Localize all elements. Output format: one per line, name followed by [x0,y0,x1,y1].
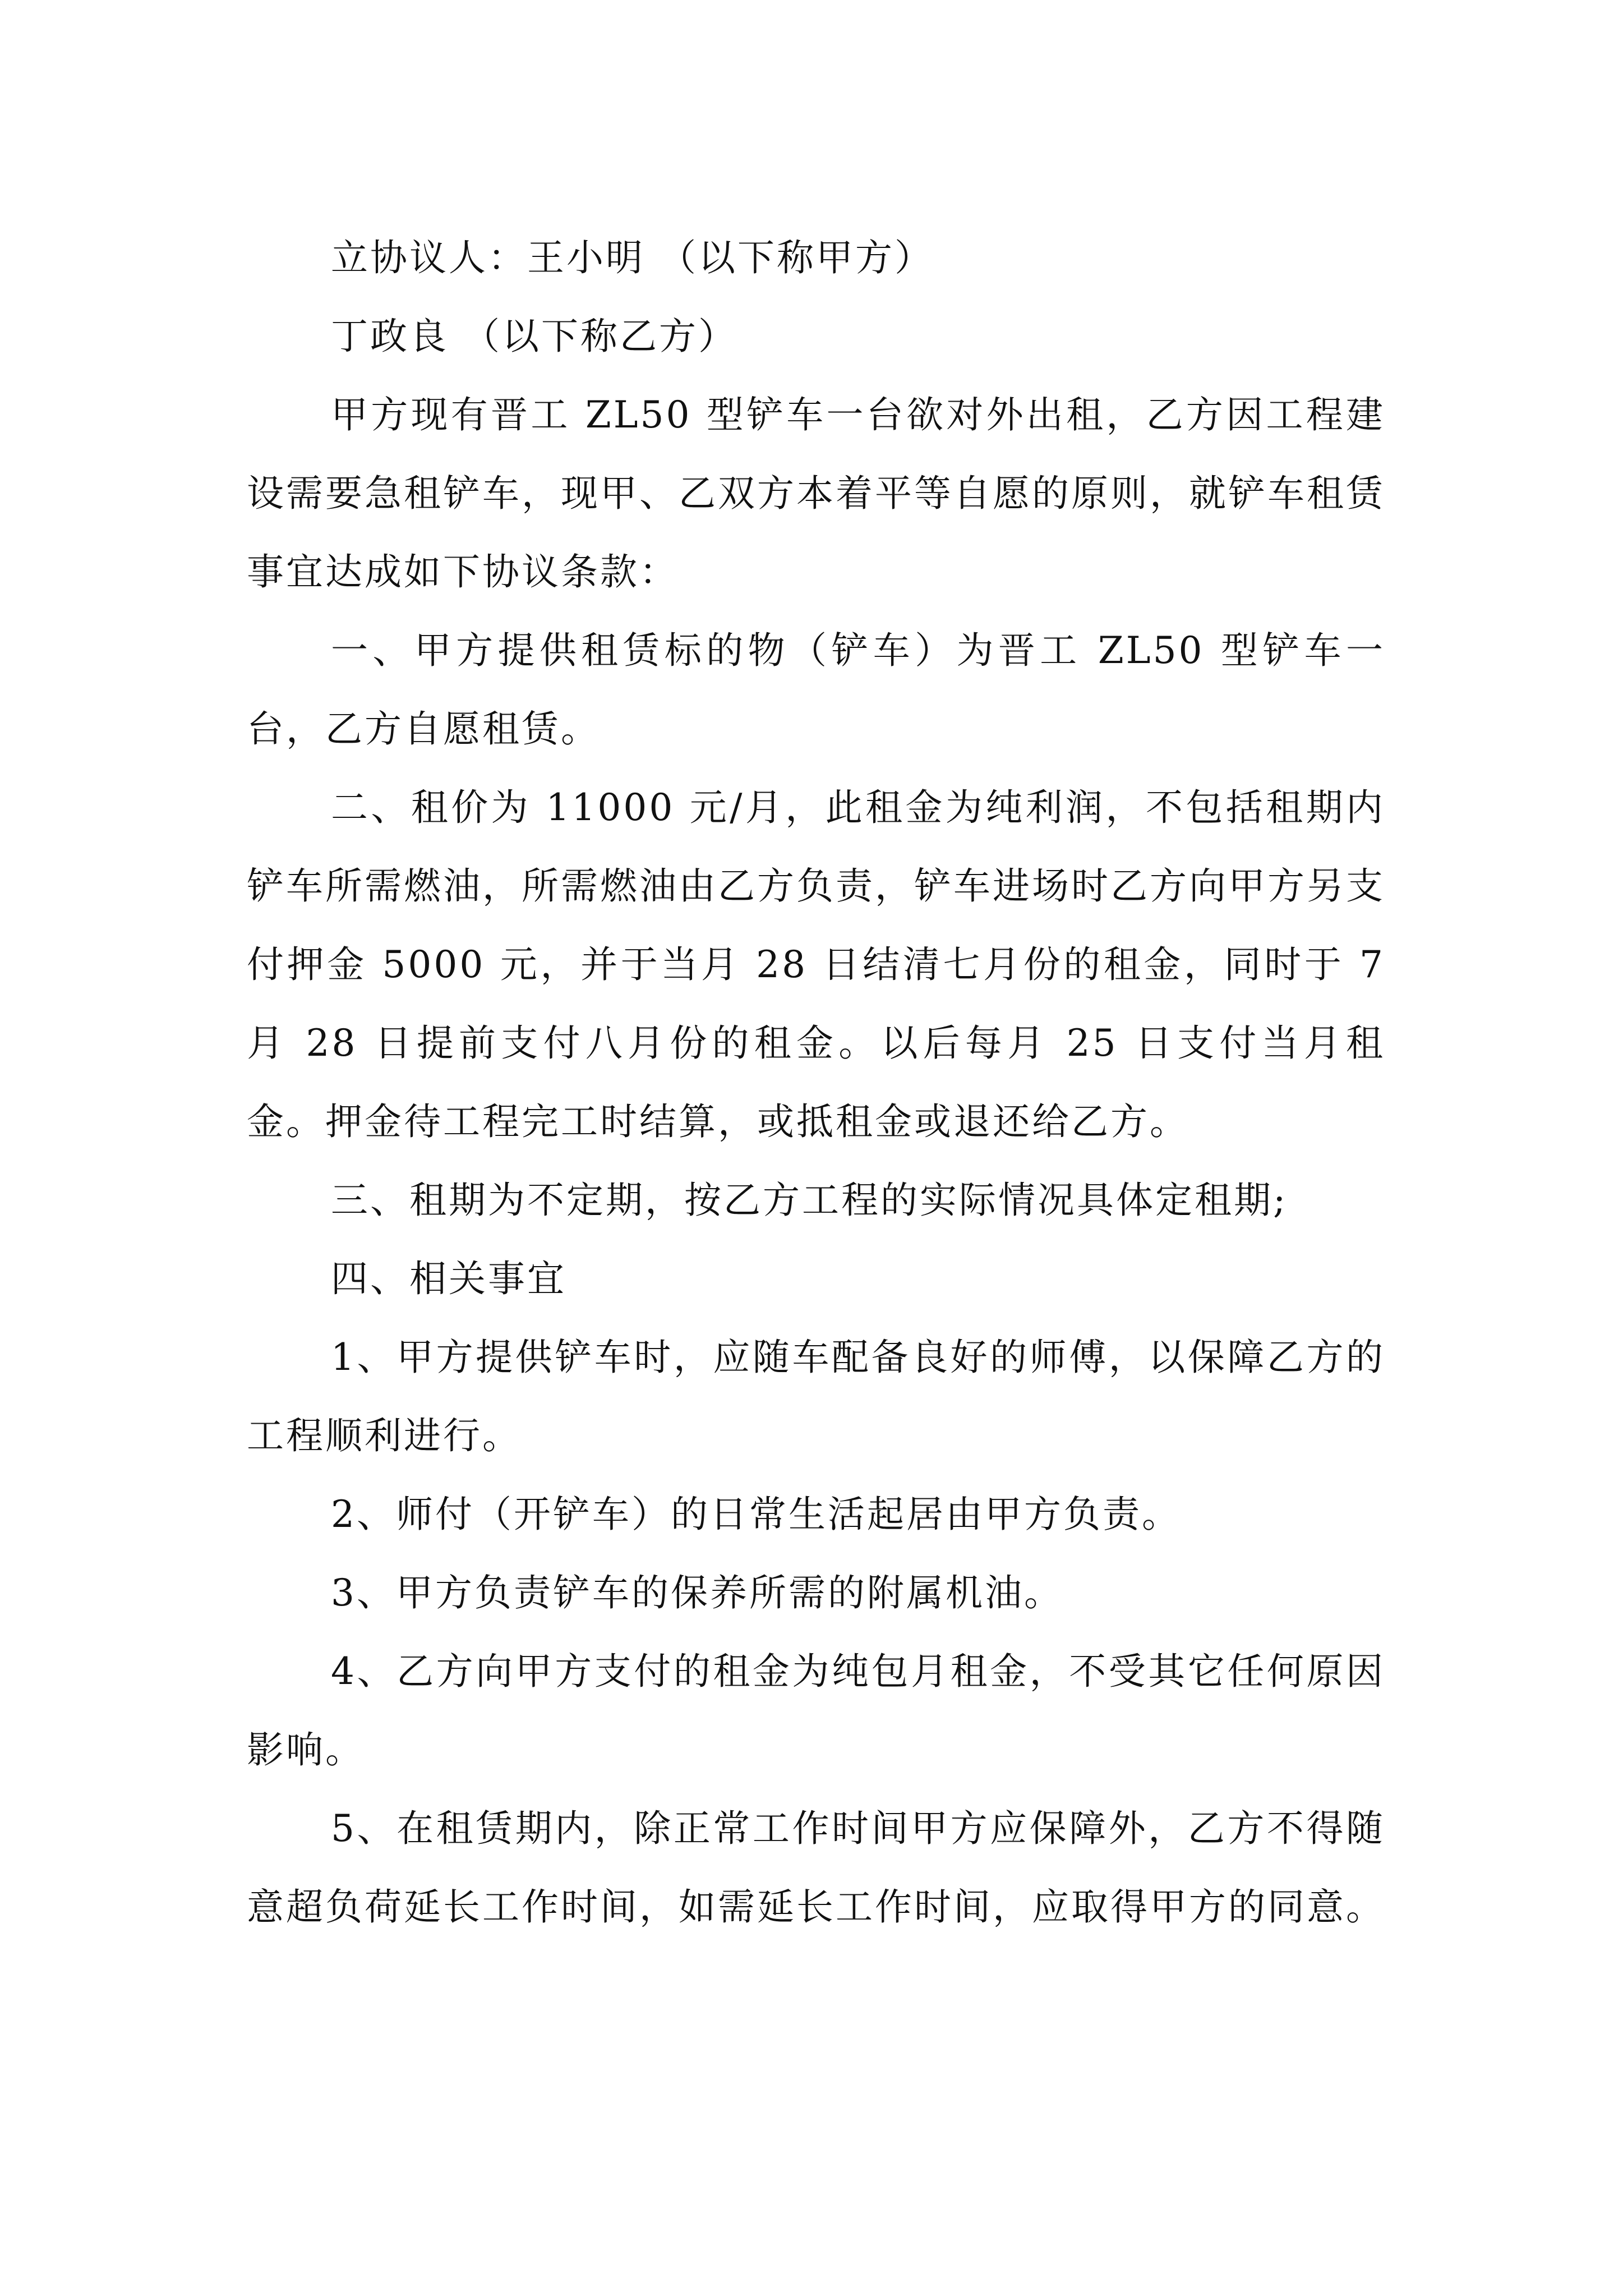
document-body [247,219,1385,1947]
preamble-paragraph: 甲方现有晋工 ZL50 型铲车一台欲对外出租，乙方因工程建设需要急租铲车，现甲、乙双方本着平等自愿的原则，就铲车租赁事宜达成如下协议条款： [247,393,1385,593]
clause-4-item-4: 4、乙方向甲方支付的租金为纯包月租金，不受其它任何原因影响。 [247,1650,1385,1772]
clause-4-heading: 四、相关事宜 [331,1257,566,1300]
clause-2: 二、租价为 11000 元/月，此租金为纯利润，不包括租期内铲车所需燃油，所需燃油由乙方负责，铲车进场时乙方向甲方另支付押金 5000 元，并于当月 28 日结清七月份的租金，同时于 7 月 28 日提前支付八月份的租金。以后每月 25 日支付当月租金。押金待工程完工时结算，或抵租金或退还给乙方。 [247,786,1385,1143]
clause-4-item-2: 2、师付（开铲车）的日常生活起居由甲方负责。 [331,1493,1181,1536]
clause-4-item-1: 1、甲方提供铲车时，应随车配备良好的师傅，以保障乙方的工程顺利进行。 [247,1336,1385,1457]
clause-4-item-3: 3、甲方负责铲车的保养所需的附属机油。 [331,1571,1063,1614]
party-a-line: 立协议人：王小明 （以下称甲方） [331,236,934,279]
clause-4-item-5: 5、在租赁期内，除正常工作时间甲方应保障外，乙方不得随意超负荷延长工作时间，如需延长工作时间，应取得甲方的同意。 [247,1807,1385,1929]
party-b-line: 丁政良 （以下称乙方） [331,315,737,358]
clause-3: 三、租期为不定期，按乙方工程的实际情况具体定租期; [331,1179,1288,1222]
clause-1: 一、甲方提供租赁标的物（铲车）为晋工 ZL50 型铲车一台，乙方自愿租赁。 [247,629,1385,751]
